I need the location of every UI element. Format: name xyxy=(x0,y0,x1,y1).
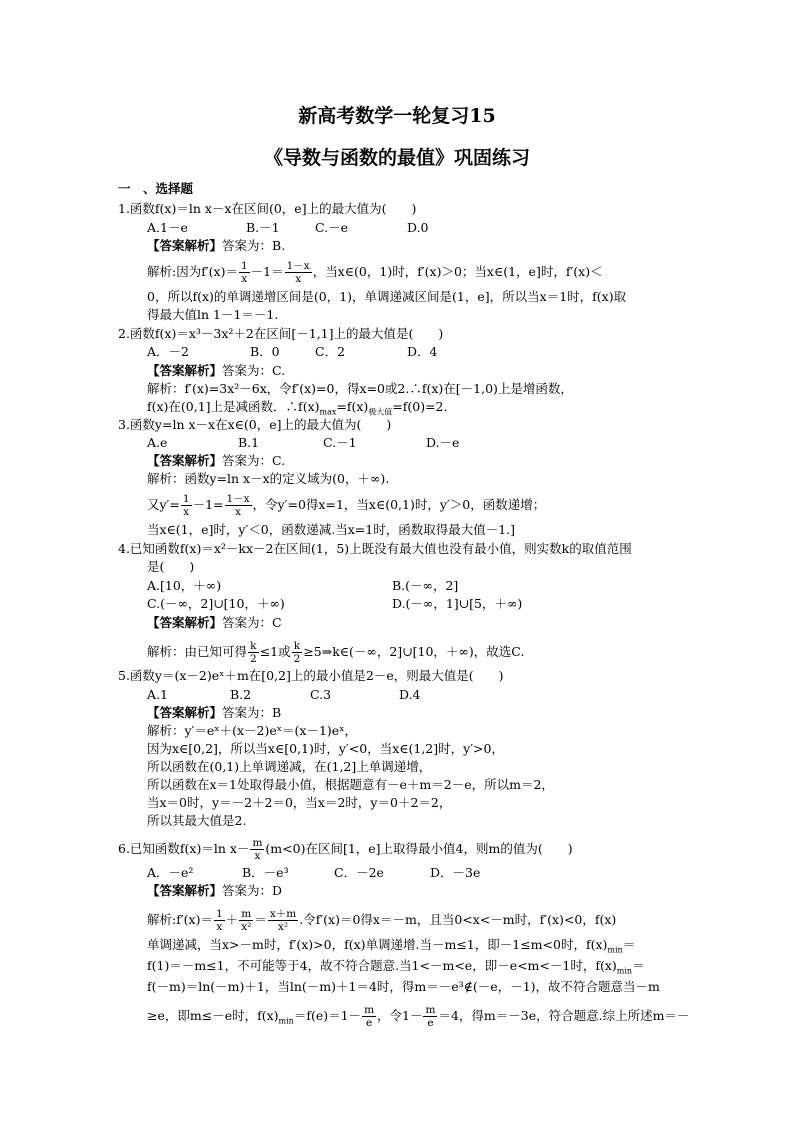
question-3-stem: 3.函数y=ln x－x在x∈(0，e]上的最大值为( ) xyxy=(118,417,392,432)
fraction: $\frac{m}{e}$ xyxy=(364,1004,375,1029)
q4-answer: 【答案解析】答案为：C xyxy=(147,615,282,630)
q6-solution-line-4: f(－m)＝ln(－m)＋1，当ln(－m)＋1＝4时，得m＝－e³∉(－e，－1)，故不符合题意当－m xyxy=(147,979,660,994)
fraction: $\frac{k}{2}$ xyxy=(250,640,257,665)
q5-option-a: A.1 xyxy=(147,687,168,702)
q5-option-c: C.3 xyxy=(310,687,332,702)
q1-solution-line-3: 得最大值ln 1－1＝－1. xyxy=(147,307,279,322)
q3-option-b: B.1 xyxy=(238,435,260,450)
q6-option-a: A．－e² xyxy=(147,865,194,880)
q5-solution-line-4: 所以函数在x＝1处取得最小值，根据题意有－e＋m＝2－e，所以m＝2， xyxy=(147,777,554,792)
q2-option-b: B．0 xyxy=(250,344,280,359)
q1-solution-line-1: 解析:因为f′(x)＝ $\frac{1}{x}$ －1＝ $\frac{1-x}{x}$ ，当x∈(0，1)时，f′(x)＞0；当x∈(1，e]时，f′(x)＜ xyxy=(147,260,603,285)
q6-option-c: C．－2e xyxy=(334,865,384,880)
q5-option-b: B.2 xyxy=(230,687,252,702)
fraction: $\frac{x+m}{\text{x²}}$ xyxy=(269,908,297,933)
q3-solution-line-1: 解析：函数y=ln x－x的定义域为(0，＋∞). xyxy=(147,471,390,486)
question-4-stem: 4.已知函数f(x)＝x²－kx－2在区间(1，5)上既没有最大值也没有最小值，则实数k的取值范围 xyxy=(118,541,632,556)
fraction: $\frac{k}{2}$ xyxy=(293,640,301,665)
fraction: $\frac{1-x}{x}$ xyxy=(226,493,250,518)
q4-option-b: B.(－∞，2] xyxy=(392,578,459,593)
q2-option-c: C．2 xyxy=(315,344,346,359)
q1-option-c: C.－e xyxy=(315,220,348,235)
question-1-stem: 1.函数f(x)＝ln x－x在区间(0，e]上的最大值为( ) xyxy=(118,201,417,216)
q2-solution-line-2: f(x)在(0,1]上是减函数．$\therefore f(x)_{max}=f(x)_{极大值}=f(0)=2$. xyxy=(147,399,448,417)
page-title: 新高考数学一轮复习15 xyxy=(298,105,496,127)
q1-option-a: A.1－e xyxy=(147,220,188,235)
q6-option-d: D．－3e xyxy=(430,865,481,880)
question-5-stem: 5.函数y＝(x－2)eˣ＋m在[0,2]上的最小值是2－e，则最大值是( ) xyxy=(118,668,504,683)
q3-solution-line-3: 当x∈(1，e]时，y′＜0，函数递减.当x=1时，函数取得最大值－1.] xyxy=(147,522,516,537)
q5-solution-line-6: 所以其最大值是2. xyxy=(147,813,247,828)
q5-solution-line-1: 解析：y′＝eˣ＋(x－2)eˣ＝(x－1)eˣ， xyxy=(147,723,357,738)
q4-option-a: A.[10，＋∞) xyxy=(147,578,222,593)
q5-option-d: D.4 xyxy=(399,687,421,702)
q1-option-d: D.0 xyxy=(407,220,429,235)
q2-answer: 【答案解析】答案为：C. xyxy=(147,363,286,378)
question-4-stem-cont: 是( ) xyxy=(147,559,195,574)
page-subtitle: 《导数与函数的最值》巩固练习 xyxy=(263,147,530,169)
q2-solution-line-1: 解析：f′(x)=3x²－6x，令f′(x)=0，得x=0或2.∴f(x)在[－1,0)上是增函数， xyxy=(147,381,573,396)
question-2-stem: 2.函数f(x)＝x³－3x²＋2在区间[－1,1]上的最大值是( ) xyxy=(118,326,444,341)
fraction: $\frac{1-x}{x}$ xyxy=(286,260,310,285)
q4-option-c: C.(－∞，2]∪[10，＋∞) xyxy=(147,596,285,611)
q4-option-d: D.(－∞，1]∪[5，＋∞) xyxy=(392,596,523,611)
q5-answer: 【答案解析】答案为：B xyxy=(147,705,282,720)
fraction: $\frac{1}{x}$ xyxy=(240,260,248,285)
q1-solution-line-2: 0，所以f(x)的单调递增区间是(0，1)，单调递减区间是(1，e]，所以当x＝1时，f(x)取 xyxy=(147,289,627,304)
q5-solution-line-5: 当x＝0时，y＝－2＋2＝0，当x＝2时，y＝0＋2＝2， xyxy=(147,795,452,810)
q1-option-b: B.－1 xyxy=(246,220,280,235)
q5-solution-line-2: 因为x∈[0,2]，所以当x∈[0,1)时，y′<0，当x∈(1,2]时，y′>0， xyxy=(147,741,504,756)
fraction: $\frac{m}{e}$ xyxy=(425,1004,436,1029)
q1-answer: 【答案解析】答案为：B. xyxy=(147,238,286,253)
fraction: $\frac{1}{x}$ xyxy=(215,908,223,933)
fraction: $\frac{1}{x}$ xyxy=(182,493,190,518)
q3-option-a: A.e xyxy=(147,435,168,450)
fraction: $\frac{m}{x}$ xyxy=(252,837,263,862)
q3-option-d: D.－e xyxy=(426,435,460,450)
q6-solution-line-1: 解析:f′(x)＝ $\frac{1}{x}$ ＋ $\frac{m}{\text{x²}}$ ＝ $\frac{x+m}{\text{x²}}$ .令f′(x)＝0得x＝－m，且当0<x<－m时，f′(x)<0，f(x) xyxy=(147,908,617,933)
q3-solution-line-2: 又y′= $\frac{1}{x}$ －1= $\frac{1-x}{x}$ ，令y′=0得x=1，当x∈(0,1)时，y′＞0，函数递增； xyxy=(147,493,546,518)
q6-solution-line-3: f(1)＝－m≤1，不可能等于4，故不符合题意.当1<－m<e，即－e<m<－1时，$f(x)_{min}=$ xyxy=(147,958,645,976)
q6-option-b: B．－e³ xyxy=(242,865,289,880)
section-heading: 一 、选择题 xyxy=(118,181,194,196)
q6-solution-line-5: ≥e，即m≤－e时，$f(x)_{min}=f(e)=1-$ $\frac{m}{e}$ ，令1－ $\frac{m}{e}$ ＝4，得m＝－3e，符合题意.综上所述m＝－ xyxy=(147,1004,690,1029)
fraction: $\frac{m}{\text{x²}}$ xyxy=(241,908,252,933)
q6-answer: 【答案解析】答案为：D xyxy=(147,883,283,898)
q5-solution-line-3: 所以函数在(0,1)上单调递减，在(1,2]上单调递增， xyxy=(147,759,432,774)
question-6-stem: 6.已知函数f(x)＝ln x－ $\frac{m}{x}$ (m<0)在区间[1，e]上取得最小值4，则m的值为( ) xyxy=(118,837,573,862)
q3-answer: 【答案解析】答案为：C. xyxy=(147,453,286,468)
q2-option-d: D．4 xyxy=(407,344,438,359)
q6-solution-line-2: 单调递减，当x>－m时，f′(x)>0，f(x)单调递增.当－m≤1，即－1≤m<0时，$f(x)_{min}=$ xyxy=(147,937,636,955)
q2-option-a: A．－2 xyxy=(147,344,189,359)
q4-solution: 解析：由已知可得 $\frac{k}{2}$ ≤1或 $\frac{k}{2}$ ≥5⇒k∈(－∞，2]∪[10，＋∞)，故选C. xyxy=(147,640,525,665)
q3-option-c: C.－1 xyxy=(323,435,357,450)
